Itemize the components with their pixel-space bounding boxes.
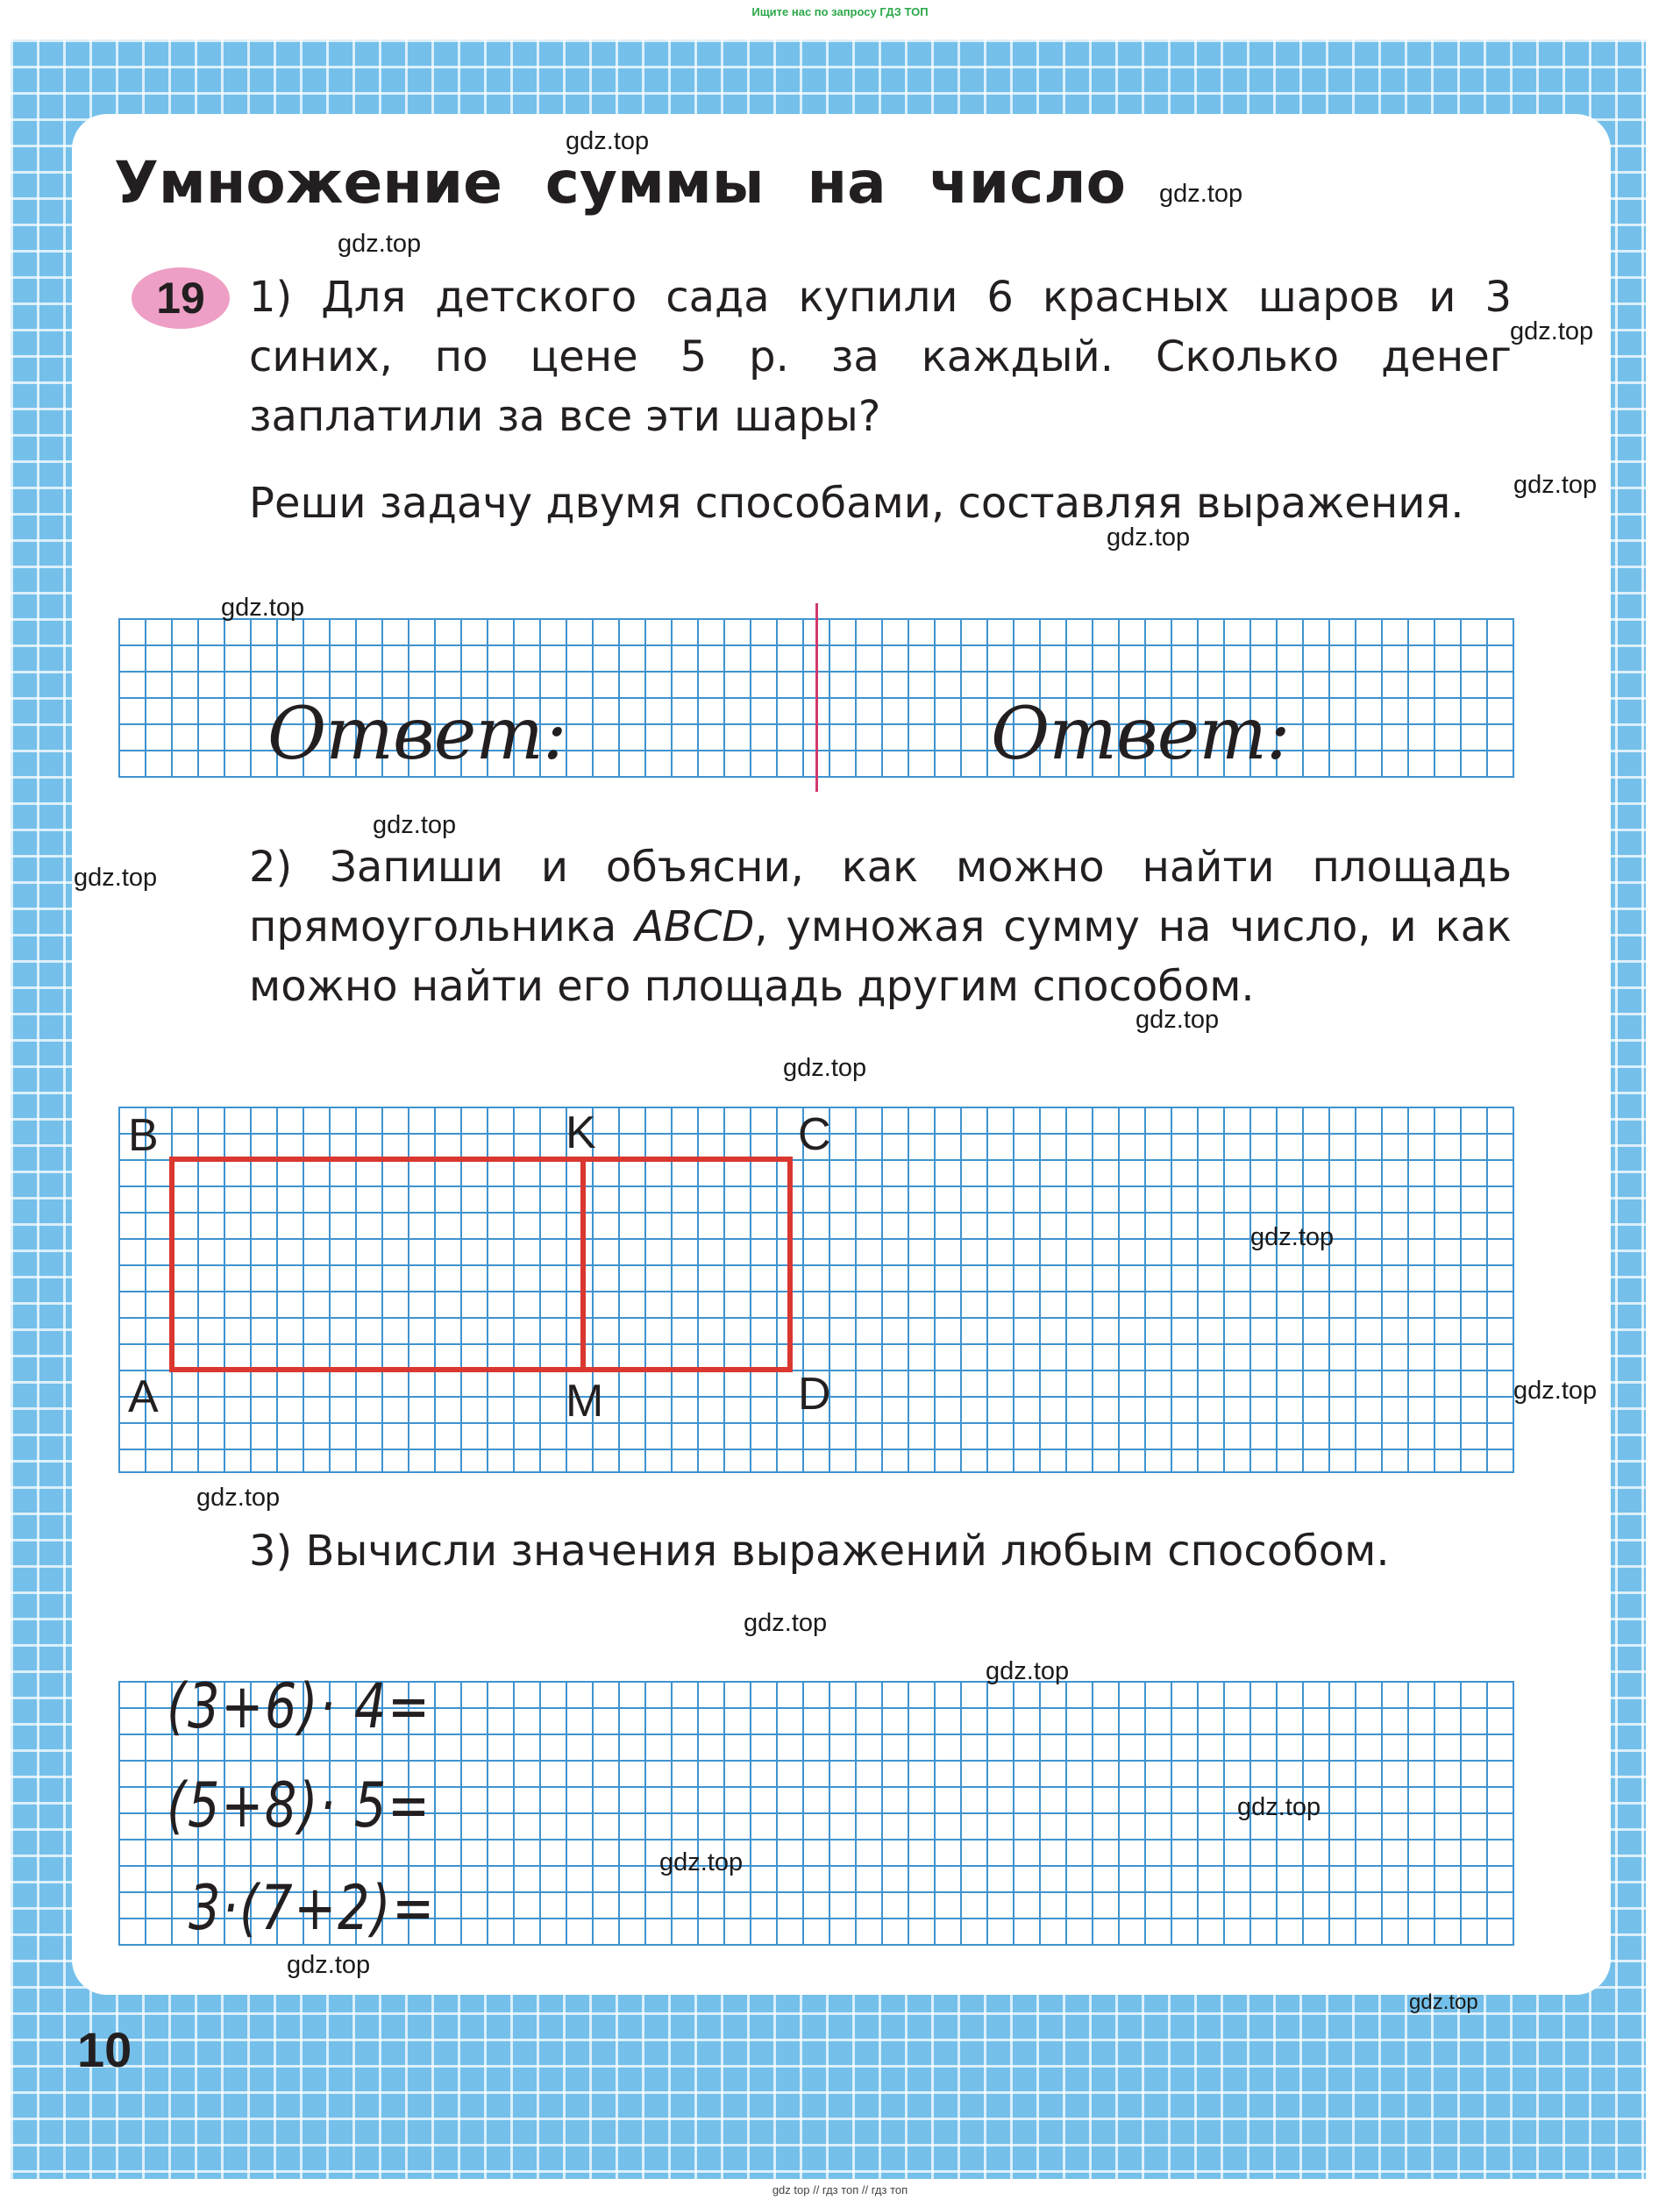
- watermark: gdz.top: [287, 1951, 371, 1979]
- task-part2-text-b: , умножая сумму на число, и как можно найти его площадь другим способом.: [249, 902, 1512, 1011]
- watermark: gdz.top: [1135, 1006, 1220, 1034]
- watermark: gdz.top: [783, 1054, 867, 1082]
- label-b: B: [128, 1110, 159, 1161]
- watermark: gdz.top: [221, 594, 305, 622]
- watermark: gdz.top: [74, 864, 158, 892]
- expression-1: (3+6)· 4=: [167, 1670, 431, 1742]
- rectangle-abcd: [172, 1159, 790, 1370]
- page-title: Умножение суммы на число: [114, 149, 1126, 217]
- task-part3-text: 3) Вычисли значения выражений любым способом.: [249, 1527, 1390, 1576]
- label-k: K: [566, 1107, 596, 1158]
- label-a: A: [128, 1371, 159, 1422]
- watermark: gdz.top: [196, 1484, 281, 1512]
- task-part1-instruction: Реши задачу двумя способами, составляя выражения.: [249, 479, 1464, 528]
- answer-label-right: Ответ:: [991, 693, 1290, 776]
- watermark: gdz.top: [744, 1609, 828, 1637]
- rectangle-name: ABCD: [635, 902, 755, 951]
- watermark: gdz.top: [1237, 1793, 1321, 1821]
- page-number: 10: [77, 2022, 132, 2077]
- watermark: gdz.top: [1159, 180, 1243, 208]
- expression-3: 3·(7+2)=: [189, 1872, 436, 1944]
- task-part1-text: 1) Для детского сада купили 6 красных шаров и 3 синих, по цене 5 р. за каждый. Сколько денег заплатили за все эти шары?: [249, 273, 1512, 441]
- task-number-badge: 19: [132, 267, 230, 329]
- watermark: gdz.top: [566, 127, 650, 155]
- label-c: C: [798, 1109, 831, 1160]
- label-d: D: [798, 1369, 831, 1420]
- watermark: gdz.top: [1513, 471, 1598, 499]
- top-note: Ищите нас по запросу ГДЗ ТОП: [751, 5, 929, 18]
- task-part2-text-a: 2) Запиши и объясни, как можно найти площадь прямоугольника: [249, 843, 1512, 951]
- watermark: gdz.top: [373, 811, 457, 839]
- watermark: gdz.top: [1107, 523, 1191, 552]
- label-m: M: [566, 1376, 604, 1427]
- watermark: gdz.top: [1250, 1223, 1335, 1251]
- watermark: gdz.top: [659, 1848, 744, 1876]
- answer-label-left: Ответ:: [267, 693, 566, 776]
- expression-2: (5+8)· 5=: [167, 1769, 431, 1841]
- watermark: gdz.top: [338, 230, 422, 258]
- watermark: gdz.top: [1409, 1990, 1478, 2014]
- watermark: gdz.top: [986, 1657, 1070, 1685]
- watermark: gdz.top: [1510, 317, 1594, 345]
- bottom-note: gdz top // гдз топ // гдз топ: [772, 2183, 908, 2196]
- watermark: gdz.top: [1513, 1377, 1598, 1405]
